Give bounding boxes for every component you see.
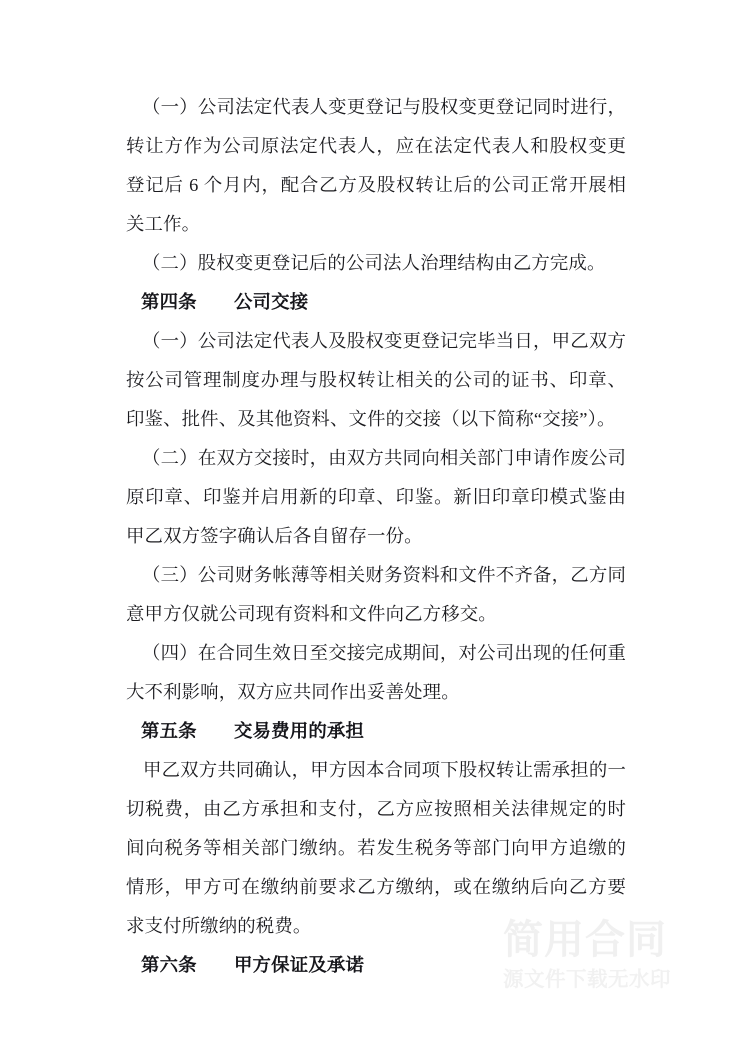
watermark-subtitle-text: 源文件下载无水印 [503,967,671,991]
paragraph-art3-item2: （二）股权变更登记后的公司法人治理结构由乙方完成。 [142,253,606,273]
paragraph-art4-item1: （一）公司法定代表人及股权变更登记完毕当日，甲乙双方按公司管理制度办理与股权转让相关的公司的证书、印章、印鉴、批件、及其他资料、文件的交接（以下简称“交接”）。 [126,331,626,429]
heading-article-5: 第五条 交易费用的承担 [141,721,365,742]
watermark-brand-text: 简用合同 [503,917,667,963]
heading-article-6: 第六条 甲方保证及承诺 [141,955,365,976]
paragraph-art4-item2: （二）在双方交接时，由双方共同向相关部门申请作废公司原印章、印鉴并启用新的印章、印鉴。新旧印章印模式鉴由甲乙双方签字确认后各自留存一份。 [126,448,626,546]
paragraph-art4-item4: （四）在合同生效日至交接完成期间，对公司出现的任何重大不利影响，双方应共同作出妥善处理。 [126,643,626,702]
document-body [126,88,626,985]
heading-article-4: 第四条 公司交接 [141,292,309,313]
paragraph-art5-body: 甲乙双方共同确认，甲方因本合同项下股权转让需承担的一切税费，由乙方承担和支付，乙方应按照相关法律规定的时间向税务等相关部门缴纳。若发生税务等部门向甲方追缴的情形，甲方可在缴纳前要求乙方缴纳，或在缴纳后向乙方要求支付所缴纳的税费。 [126,760,626,936]
paragraph-art3-item1: （一）公司法定代表人变更登记与股权变更登记同时进行，转让方作为公司原法定代表人，应在法定代表人和股权变更登记后 6 个月内，配合乙方及股权转让后的公司正常开展相关工作。 [126,97,626,234]
paragraph-art4-item3: （三）公司财务帐薄等相关财务资料和文件不齐备，乙方同意甲方仅就公司现有资料和文件向乙方移交。 [126,565,626,624]
